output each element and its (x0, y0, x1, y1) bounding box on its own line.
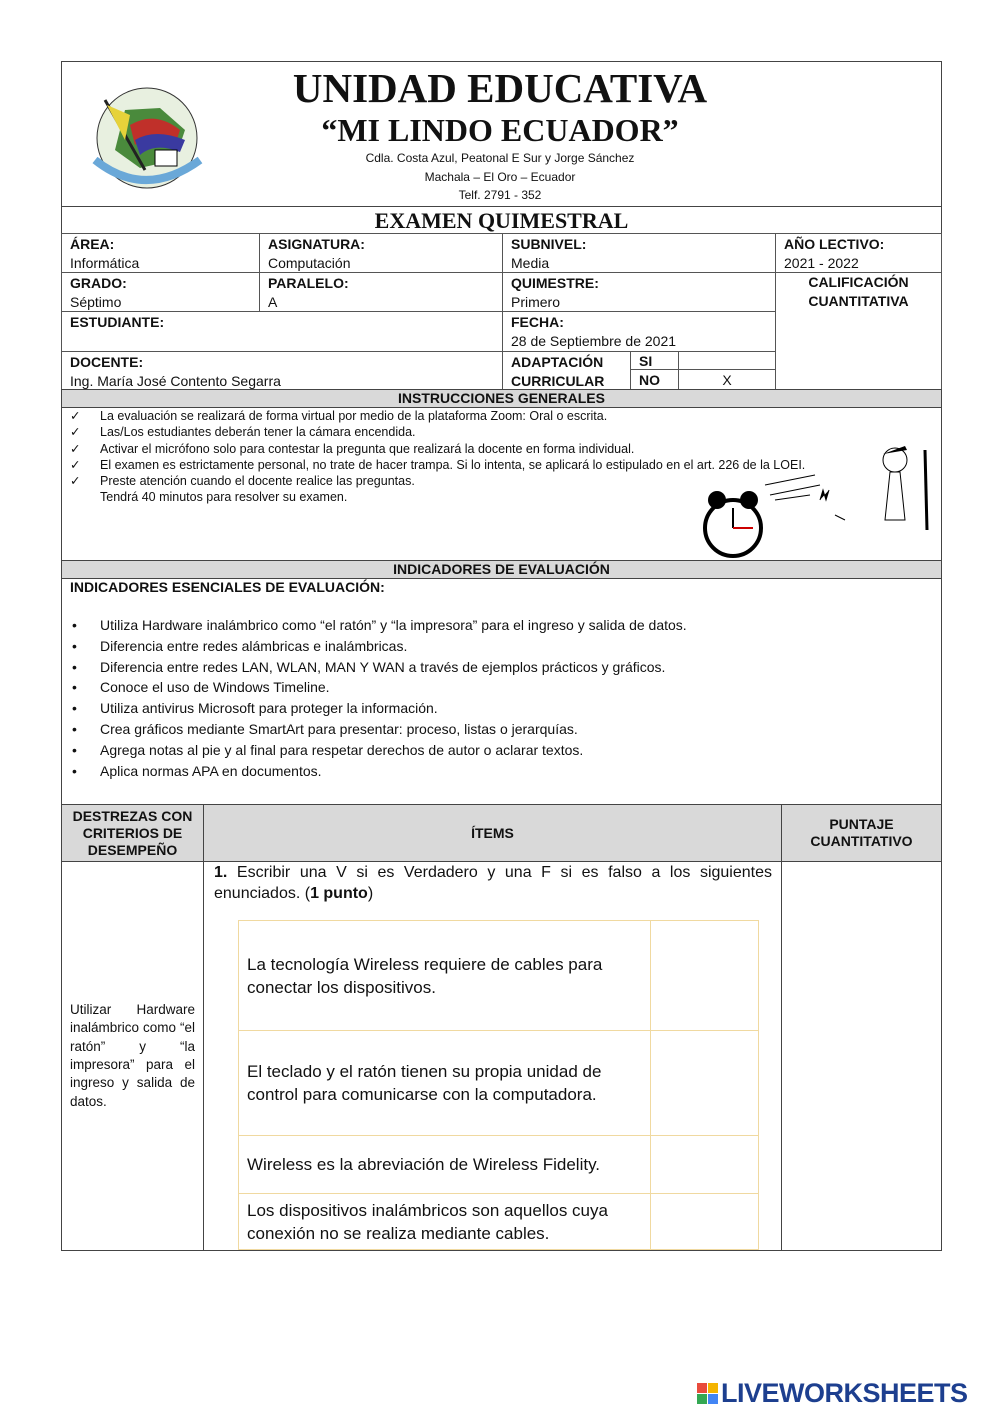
calificacion-cell[interactable] (775, 272, 942, 390)
puntaje-cell[interactable] (781, 861, 942, 1251)
statement-text: Wireless es la abreviación de Wireless Fidelity. (247, 1155, 601, 1174)
indicadores-list (62, 615, 941, 781)
question-points: 1 punto (310, 885, 368, 902)
paralelo-cell (259, 272, 503, 312)
grado-cell (61, 272, 260, 312)
paralelo-value: A (268, 294, 278, 310)
anio-value: 2021 - 2022 (784, 255, 859, 271)
statement-4 (238, 1193, 651, 1250)
statement-2 (238, 1030, 651, 1136)
area-value: Informática (70, 255, 140, 271)
school-subtitle: “MI LINDO ECUADOR” (321, 112, 679, 148)
indicador-item (62, 698, 941, 719)
indicador-item (62, 761, 941, 782)
estudiante-label: ESTUDIANTE: (70, 314, 165, 330)
indicador-item (62, 657, 941, 678)
bullet-icon: • (72, 679, 77, 696)
bullet-icon: • (72, 637, 77, 654)
no-label: NO (630, 369, 679, 390)
question-1 (214, 862, 772, 904)
si-label: SI (630, 351, 679, 370)
instruccion-text: Las/Los estudiantes deberán tener la cámara encendida. (100, 425, 416, 440)
docente-cell (61, 351, 503, 390)
docente-value: Ing. María José Contento Segarra (70, 373, 281, 389)
instruccion-item (62, 408, 941, 424)
instruccion-item (62, 424, 941, 440)
no-value[interactable]: X (678, 369, 776, 390)
check-icon: ✓ (70, 474, 81, 489)
school-title: UNIDAD EDUCATIVA (292, 65, 708, 111)
school-address: Cdla. Costa Azul, Peatonal E Sur y Jorge Sánchez (365, 151, 635, 165)
statement-text: La tecnología Wireless requiere de cables para conectar los dispositivos. (247, 954, 603, 997)
indicador-text: Conoce el uso de Windows Timeline. (100, 679, 330, 696)
indicador-text: Aplica normas APA en documentos. (100, 762, 322, 779)
indicadores-title: INDICADORES DE EVALUACIÓN (61, 560, 942, 579)
answer-3-input[interactable] (650, 1135, 759, 1194)
area-cell (61, 233, 260, 273)
col-puntaje-header: PUNTAJE CUANTITATIVO (781, 804, 942, 862)
check-icon: ✓ (70, 441, 81, 456)
instruccion-text: Activar el micrófono solo para contestar la pregunta que realizará la docente en forma individual. (100, 441, 635, 456)
bullet-icon: • (72, 720, 77, 737)
col-items-header: ÍTEMS (203, 804, 782, 862)
grado-label: GRADO: (70, 275, 127, 291)
check-icon: ✓ (70, 425, 81, 440)
answer-2-input[interactable] (650, 1030, 759, 1136)
indicador-text: Utiliza Hardware inalámbrico como “el ratón” y “la impresora” para el ingreso y salida de datos. (100, 617, 687, 633)
school-city: Machala – El Oro – Ecuador (424, 170, 576, 184)
bullet-icon: • (72, 700, 77, 717)
si-value[interactable] (678, 351, 776, 370)
indicador-item (62, 719, 941, 740)
liveworksheets-icon (697, 1383, 718, 1404)
indicador-item (62, 615, 941, 636)
calificacion-label: CALIFICACIÓN CUANTITATIVA (808, 274, 909, 309)
indicador-text: Utiliza antivirus Microsoft para proteger la información. (100, 700, 438, 717)
anio-label: AÑO LECTIVO: (784, 236, 885, 252)
question-close: ) (367, 885, 374, 902)
area-label: ÁREA: (70, 236, 115, 252)
liveworksheets-logo[interactable] (697, 1378, 968, 1409)
bullet-icon: • (72, 617, 77, 633)
asignatura-label: ASIGNATURA: (268, 236, 365, 252)
docente-label: DOCENTE: (70, 354, 144, 370)
paralelo-label: PARALELO: (268, 275, 349, 291)
subnivel-cell (502, 233, 776, 273)
question-number: 1. (214, 864, 228, 881)
statement-text: El teclado y el ratón tienen su propia unidad de control para comunicarse con la computadora. (247, 1062, 602, 1104)
fecha-cell (502, 311, 776, 352)
indicador-text: Diferencia entre redes LAN, WLAN, MAN Y WAN a través de ejemplos prácticos y gráficos. (100, 658, 666, 675)
bullet-icon: • (72, 658, 77, 675)
bullet-icon: • (72, 762, 77, 779)
indicador-text: Diferencia entre redes alámbricas e inalámbricas. (100, 637, 408, 654)
quimestre-value: Primero (511, 294, 561, 310)
statement-3 (238, 1135, 651, 1194)
grado-value: Séptimo (70, 294, 122, 310)
answer-4-input[interactable] (650, 1193, 759, 1250)
question-text: Escribir una V si es Verdadero y una F si es falso a los siguientes enunciados. ( (214, 864, 773, 902)
col-destrezas-header: DESTREZAS CON CRITERIOS DE DESEMPEÑO (61, 804, 204, 862)
quimestre-cell (502, 272, 776, 312)
indicador-item (62, 636, 941, 657)
adaptacion-cell (502, 351, 631, 390)
bullet-icon: • (72, 741, 77, 758)
instruccion-text: La evaluación se realizará de forma virtual por medio de la plataforma Zoom: Oral o escrita. (100, 409, 608, 423)
adaptacion-label-1: ADAPTACIÓN (511, 354, 604, 370)
indicador-text: Agrega notas al pie y al final para respetar derechos de autor o aclarar textos. (100, 741, 584, 758)
subnivel-value: Media (511, 255, 550, 271)
destreza-text: Utilizar Hardware inalámbrico como “el ratón” y “la impresora” para el ingreso y salida de datos. (70, 1002, 195, 1109)
instrucciones-title: INSTRUCCIONES GENERALES (61, 389, 942, 408)
liveworksheets-brand: LIVEWORKSHEETS (721, 1378, 968, 1408)
indicadores-box (61, 578, 942, 805)
fecha-value: 28 de Septiembre de 2021 (511, 333, 677, 349)
adaptacion-label-2: CURRICULAR (511, 373, 605, 389)
indicador-item (62, 677, 941, 698)
indicador-text: Crea gráficos mediante SmartArt para presentar: proceso, listas o jerarquías. (100, 720, 578, 737)
instruccion-note-text: Tendrá 40 minutos para resolver su examen. (100, 490, 348, 505)
indicador-item (62, 740, 941, 761)
check-icon: ✓ (70, 457, 81, 472)
check-icon: ✓ (70, 409, 81, 423)
asignatura-cell (259, 233, 503, 273)
statement-1 (238, 920, 651, 1031)
school-logo (85, 80, 210, 195)
subnivel-label: SUBNIVEL: (511, 236, 587, 252)
school-phone: Telf. 2791 - 352 (458, 188, 542, 202)
instruccion-text: Preste atención cuando el docente realice las preguntas. (100, 474, 415, 489)
alarm-clock-illustration (695, 440, 940, 560)
anio-cell (775, 233, 942, 273)
indicadores-subtitle: INDICADORES ESENCIALES DE EVALUACIÓN: (70, 579, 385, 595)
fecha-label: FECHA: (511, 314, 564, 330)
instruccion-text: El examen es estrictamente personal, no trate de hacer trampa. Si lo intenta, se aplicará lo estipulado en el art. 226 de la LOEI. (100, 457, 806, 472)
asignatura-value: Computación (268, 255, 351, 271)
answer-1-input[interactable] (650, 920, 759, 1031)
quimestre-label: QUIMESTRE: (511, 275, 599, 291)
destreza-cell (61, 861, 204, 1251)
estudiante-cell[interactable] (61, 311, 503, 352)
exam-title: EXAMEN QUIMESTRAL (61, 206, 942, 234)
statement-text: Los dispositivos inalámbricos son aquellos cuya conexión no se realiza mediante cables. (247, 1200, 608, 1243)
